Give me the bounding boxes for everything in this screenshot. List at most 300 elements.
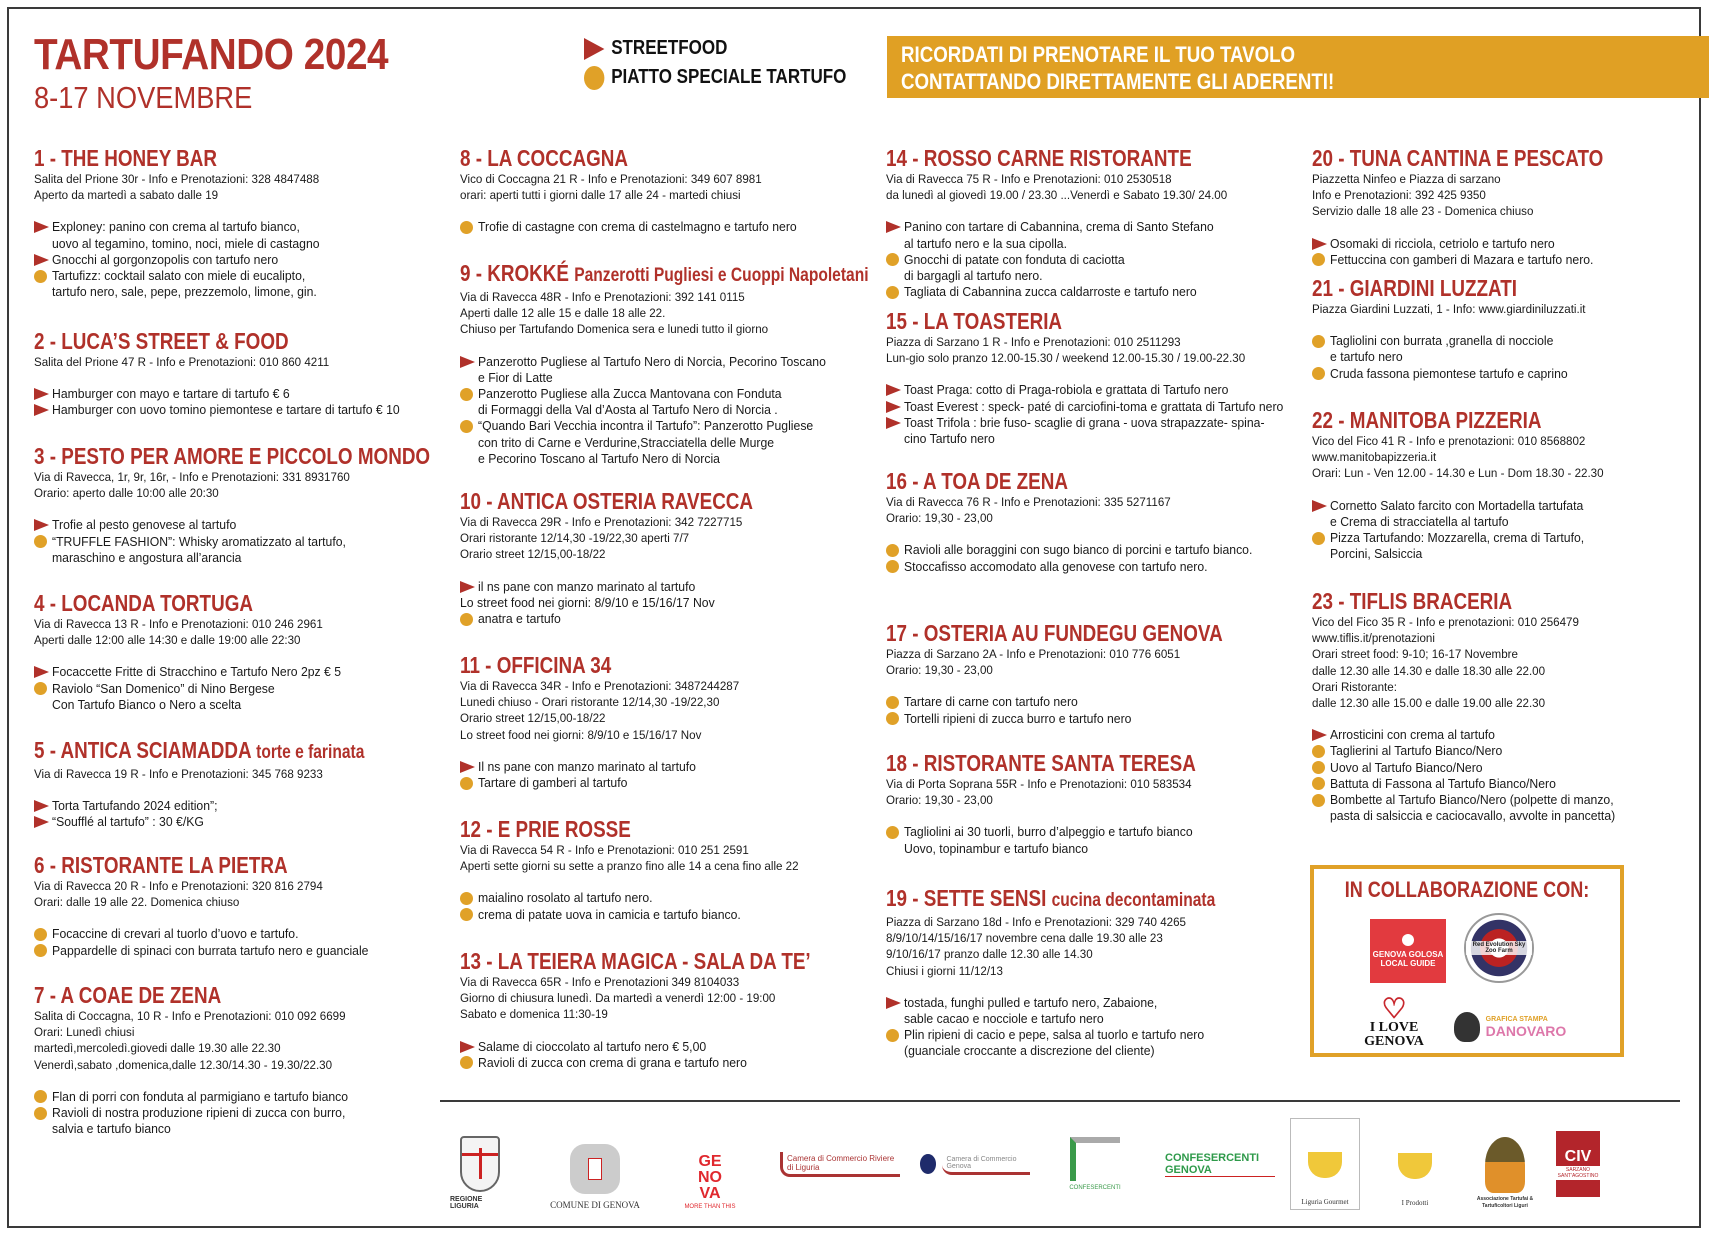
restaurant-name: 11 - OFFICINA 34 [460,652,612,678]
restaurant-info-line: Orario: 19,30 - 23,00 [886,663,993,678]
restaurant-info-line: Orari ristorante 12/14,30 -19/22,30 aperti 7/7 [460,531,690,546]
restaurant-entry [1312,407,1619,562]
dish-item [1312,776,1624,792]
camera-seal-icon [920,1154,936,1174]
restaurant-info-line: Orario street 12/15,00-18/22 [460,711,606,726]
dish-text: Torta Tartufando 2024 edition”; [52,799,218,814]
banner-line-1: RICORDATI DI PRENOTARE IL TUO TAVOLO [901,42,1296,67]
streetfood-triangle-icon [460,759,476,775]
dish-text: crema di patate uova in camicia e tartufo bianco. [478,907,741,922]
restaurant-info-line: da lunedì al giovedì 19.00 / 23.30 ...Venerdì e Sabato 19.30/ 24.00 [886,188,1228,203]
streetfood-triangle-icon [1312,498,1328,514]
restaurant-info-line: Orari: dalle 19 alle 22. Domenica chiuso [34,895,240,910]
restaurant-entry [886,308,1295,447]
restaurant-info-line: Via di Ravecca 19 R - Info e Prenotazioni: 345 768 9233 [34,767,323,781]
dish-text: Battuta di Fassona al Tartufo Bianco/Nero [1330,776,1556,791]
dish-item [886,995,1288,1027]
restaurant-name: 22 - MANITOBA PIZZERIA [1312,407,1542,433]
dish-item [1312,366,1600,382]
dish-item [34,814,437,830]
dish-item [34,252,334,268]
restaurant-title [1312,407,1564,433]
restaurant-info-line: Vico del Fico 35 R - Info e prenotazioni: 010 256479 [1312,615,1579,629]
confesercenti-genova-logo [1165,1118,1275,1210]
civ-sarzano-logo [1550,1118,1606,1210]
associazione-tartufai-logo [1465,1118,1545,1210]
dish-list [886,995,1288,1060]
special-dish-dot-icon [34,534,50,550]
sponsor-logos [450,1118,1690,1218]
dish-text: Cruda fassona piemontese tartufo e caprino [1330,366,1568,381]
restaurant-title [886,885,1215,914]
streetfood-triangle-icon [34,814,50,830]
restaurant-entry [886,468,1263,575]
dish-list [34,386,410,418]
restaurant-info-line: Info e Prenotazioni: 392 425 9350 [1312,188,1486,203]
danovaro-line2: DANOVARO [1485,1022,1567,1039]
collaboration-title: IN COLLABORAZIONE CON: [1344,877,1590,902]
restaurant-info-line: dalle 12.30 alle 15.00 e dalle 19.00 alle 22.30 [1312,696,1546,711]
dish-item [34,219,334,251]
tartufai-label: Associazione Tartufai & Tartuficoltori Liguri [1476,1196,1534,1209]
special-dish-dot-icon [886,1027,902,1043]
genova-more-than-this-logo [680,1118,740,1210]
special-dish-dot-icon [1312,792,1328,808]
banner-line-2: CONTATTANDO DIRETTAMENTE GLI ADERENTI! [901,69,1335,94]
dish-text: Gnocchi di patate con fonduta di caciotta di bargagli al tartufo nero. [904,252,1125,284]
restaurant-info-line: Orario: 19,30 - 23,00 [886,511,993,526]
restaurant-info-line: Piazza di Sarzano 2A - Info e Prenotazioni: 010 776 6051 [886,647,1181,661]
restaurant-entry [886,885,1288,1060]
liguria-gourmet-logo [1290,1118,1360,1210]
streetfood-triangle-icon [584,38,604,60]
skull-icon [1454,1012,1480,1042]
dish-text: Plin ripieni di cacio e pepe, salsa al tuorlo e tartufo nero (guanciale croccante a discrezione del cliente) [904,1028,1205,1059]
dish-item [34,402,410,418]
streetfood-triangle-icon [460,579,476,595]
dish-item [34,534,517,566]
streetfood-triangle-icon [1312,727,1328,743]
restaurant-info-line: Via di Ravecca 29R - Info e Prenotazioni: 342 7227715 [460,515,743,529]
streetfood-triangle-icon [886,219,902,235]
special-dish-dot-icon [460,219,476,235]
restaurant-title [34,852,316,878]
dish-item [460,759,754,775]
dish-list [460,219,807,235]
special-dish-dot-icon [1312,366,1328,382]
red-evolution-logo [1464,913,1534,983]
reservation-banner [887,36,1709,98]
genova-golosa-line2: LOCAL GUIDE [1380,959,1436,968]
dish-item [1312,727,1624,743]
legend [584,34,893,92]
restaurant-title [886,750,1196,776]
restaurant-info-line: Salita del Prione 47 R - Info e Prenotazioni: 010 860 4211 [34,355,330,369]
danovaro-text [1486,1016,1567,1039]
dish-item [34,1105,362,1137]
dish-text: Pizza Tartufando: Mozzarella, crema di Tartufo, Porcini, Salsiccia [1330,531,1585,562]
restaurant-info-line: 8/9/10/14/15/16/17 novembre cena dalle 19.30 alle 23 [886,931,1163,946]
restaurant-name: 15 - LA TOASTERIA [886,308,1063,334]
restaurant-entry [460,488,817,627]
special-dish-dot-icon [886,284,902,300]
restaurant-name: 4 - LOCANDA TORTUGA [34,590,253,616]
genova-label: GENOVA [1364,1034,1424,1049]
dish-text: Toast Trifola : brie fuso- scaglie di grana - uova strapazzate- spina- cino Tartufo nero [904,415,1265,447]
restaurant-info-line: Via di Ravecca 54 R - Info e Prenotazioni: 010 251 2591 [460,843,749,857]
special-dish-dot-icon [1312,530,1328,546]
special-dish-dot-icon [460,775,476,791]
dish-list [886,542,1263,574]
restaurant-info-line: Piazzetta Ninfeo e Piazza di sarzano [1312,172,1501,186]
restaurant-info-line: Salita del Prione 30r - Info e Prenotazioni: 328 4847488 [34,172,320,186]
restaurant-info-line: www.manitobapizzeria.it [1312,450,1437,465]
streetfood-triangle-icon [34,517,50,533]
restaurant-info-line: Orari street food: 9-10; 16-17 Novembre [1312,647,1518,662]
dish-item [34,943,378,959]
dish-text: Taglierini al Tartufo Bianco/Nero [1330,744,1503,759]
special-dish-dot-icon [34,1105,50,1121]
restaurant-name: 20 - TUNA CANTINA E PESCATO [1312,145,1604,171]
dish-item [886,399,1295,415]
genova-gourmet-prodotti-logo [1380,1118,1450,1210]
restaurant-info-line: Aperti sette giorni su sette a pranzo fino alle 14 a cena fino alle 22 [460,859,799,874]
dish-item [1312,498,1619,530]
restaurant-info-line: Orario: aperto dalle 10:00 alle 20:30 [34,486,219,501]
restaurant-title [460,260,869,289]
special-dish-dot-icon [886,824,902,840]
restaurant-info-line: Vico di Coccagna 21 R - Info e Prenotazioni: 349 607 8981 [460,172,762,186]
restaurant-entry [34,145,334,300]
restaurant-info-line: Orari Ristorante: [1312,679,1397,694]
legend-special-label: PIATTO SPECIALE TARTUFO [611,66,847,88]
dish-item [886,219,1259,251]
special-dish-dot-icon [460,386,476,402]
mortar-icon-2 [1398,1153,1432,1179]
restaurant-info-line: Via di Ravecca 65R - Info e Prenotazioni 349 8104033 [460,975,740,989]
dish-item [34,1089,362,1105]
dish-item [34,517,517,533]
dish-item [460,219,807,235]
dish-item [1312,252,1667,268]
danovaro-logo [1450,1007,1570,1047]
special-dish-dot-icon [886,711,902,727]
dish-list [886,824,1264,856]
restaurant-name: 23 - TIFLIS BRACERIA [1312,588,1513,614]
dish-text: “Quando Bari Vecchia incontra il Tartufo”: Panzerotto Pugliese con trito di Carne e Verdurine,Stracciatella delle Murge e Pecorino Toscano al Tartufo Nero di Norcia [478,419,814,466]
special-dish-dot-icon [34,926,50,942]
restaurant-entry [1312,275,1600,382]
restaurant-title [886,468,1195,494]
dish-item [460,907,816,923]
restaurant-info-line: Aperto da martedì a sabato dalle 19 [34,188,219,203]
special-dish-dot-icon [460,611,476,627]
special-dish-dot-icon [34,681,50,697]
special-dish-dot-icon [460,1055,476,1071]
dish-text: Uovo al Tartufo Bianco/Nero [1330,760,1483,775]
restaurant-name: 19 - SETTE SENSI [886,885,1047,911]
restaurant-info-line: Lo street food nei giorni: 8/9/10 e 15/16/17 Nov [460,727,702,742]
restaurant-info-line: Via di Ravecca 13 R - Info e Prenotazioni: 010 246 2961 [34,617,323,631]
dish-item [1312,530,1619,562]
restaurant-info-line: Salita di Coccagna, 10 R - Info e Prenotazioni: 010 092 6699 [34,1009,346,1023]
restaurant-title [886,308,1221,334]
dish-list [460,354,958,467]
streetfood-triangle-icon [34,402,50,418]
restaurant-entry [34,852,378,959]
dish-text: tostada, funghi pulled e tartufo nero, Zabaione, sable cacao e nocciole e tartufo nero [904,995,1158,1027]
dish-text: Tagliolini ai 30 tuorli, burro d’alpeggio e tartufo bianco Uovo, topinambur e tartufo bianco [904,825,1193,856]
dish-item [460,418,958,467]
restaurant-name: 10 - ANTICA OSTERIA RAVECCA [460,488,754,514]
restaurant-info-line: Servizio dalle 18 alle 23 - Domenica chiuso [1312,204,1534,219]
restaurant-entry [460,145,807,236]
camera-genova-label: Camera di Commercio Genova [942,1154,1030,1175]
dish-text: Raviolo “San Domenico” di Nino Bergese Con Tartufo Bianco o Nero a scelta [52,681,275,712]
dish-list [1312,236,1667,268]
restaurant-title [34,328,343,354]
event-dates: 8-17 NOVEMBRE [34,80,253,115]
streetfood-triangle-icon [34,664,50,680]
dish-text: Trofie al pesto genovese al tartufo [52,518,237,533]
restaurant-info-line: Orari: Lun - Ven 12.00 - 14.30 e Lun - Dom 18.30 - 22.30 [1312,466,1604,481]
dish-item [34,386,410,402]
dish-list [886,694,1297,726]
streetfood-triangle-icon [886,399,902,415]
dish-item [34,926,378,942]
dish-text: Toast Praga: cotto di Praga-robiola e grattata di Tartufo nero [904,383,1229,398]
dish-item [886,382,1295,398]
civ-box [1556,1131,1600,1197]
restaurant-title [1312,275,1548,301]
restaurant-title [34,443,430,469]
special-dish-dot-icon [1312,252,1328,268]
genova-golosa-icon [1402,934,1414,946]
restaurant-name: 3 - PESTO PER AMORE E PICCOLO MONDO [34,443,431,469]
restaurant-entry [1312,588,1624,824]
special-dish-dot-icon [1312,333,1328,349]
special-dish-dot-icon [1312,776,1328,792]
dish-text: Ravioli di nostra produzione ripieni di zucca con burro, salvia e tartufo bianco [52,1106,346,1137]
restaurant-info-line: Via di Ravecca 75 R - Info e Prenotazioni: 010 2530518 [886,172,1172,186]
streetfood-triangle-icon [460,1039,476,1055]
special-dish-dot-icon [886,559,902,575]
dish-list [34,664,350,713]
restaurant-title [886,145,1192,171]
restaurant-info-line: Piazza Giardini Luzzati, 1 - Info: www.giardiniluzzati.it [1312,302,1586,316]
restaurant-name: 7 - A COAE DE ZENA [34,982,222,1008]
restaurant-entry [886,750,1264,857]
collaboration-box [1310,865,1624,1057]
special-dish-dot-icon [34,1089,50,1105]
special-dish-dot-icon [460,907,476,923]
restaurant-info-line: www.tiflis.it/prenotazioni [1312,631,1435,646]
dish-list [1312,498,1619,563]
restaurant-title [1312,145,1603,171]
dish-text: Tartare di gamberi al tartufo [478,776,628,791]
restaurant-info-line: Lun-gio solo pranzo 12.00-15.30 / weekend 12.00-15.30 / 19.00-22.30 [886,351,1246,366]
special-dish-dot-icon [34,268,50,284]
genova-golosa-logo [1370,919,1446,983]
restaurant-name: 5 - ANTICA SCIAMADDA [34,737,251,763]
restaurant-title [460,652,701,678]
restaurant-info-line: Orari: Lunedì chiusi [34,1025,135,1040]
dish-list [1312,333,1600,382]
dish-item [34,664,350,680]
restaurant-name: 6 - RISTORANTE LA PIETRA [34,852,288,878]
dish-list [886,219,1259,300]
fiepet-label: CONFESERCENTI [1069,1185,1121,1191]
restaurant-info-line: orari: aperti tutti i giorni dalle 17 alle 24 - martedi chiusi [460,188,741,203]
restaurant-info-line: Chiuso per Tartufando Domenica sera e lunedi tutto il giorno [460,322,769,337]
restaurant-info-line: Vico del Fico 41 R - Info e prenotazioni: 010 8568802 [1312,434,1586,448]
dish-item [886,1027,1288,1059]
restaurant-info-line: Via di Ravecca 34R - Info e Prenotazioni: 3487244287 [460,679,740,693]
dish-item [886,694,1297,710]
dish-text: Arrosticini con crema al tartufo [1330,728,1495,743]
dish-text: Focaccette Fritte di Stracchino e Tartufo Nero 2pz € 5 [52,665,342,680]
dish-text: Pappardelle di spinaci con burrata tartufo nero e guanciale [52,943,369,958]
regione-liguria-shield-icon [460,1136,500,1192]
dish-item [34,798,437,814]
dish-text: Bombette al Tartufo Bianco/Nero (polpette di manzo, pasta di salsiccia e caciocavallo, avvolte in pancetta) [1330,793,1616,824]
dish-item [460,354,958,386]
streetfood-triangle-icon [34,386,50,402]
dish-item [886,415,1295,447]
restaurant-title [886,620,1223,646]
mortar-icon [1308,1152,1342,1178]
restaurant-info-line: Piazza di Sarzano 18d - Info e Prenotazioni: 329 740 4265 [886,915,1186,929]
dish-text: Il ns pane con manzo marinato al tartufo [478,759,696,774]
dish-item [886,711,1297,727]
dish-list [460,1039,888,1071]
tree-icon [1485,1137,1525,1193]
dish-text: Fettuccina con gamberi di Mazara e tartufo nero. [1330,252,1594,267]
dish-item [1312,792,1624,824]
dish-text: Panzerotto Pugliese al Tartufo Nero di Norcia, Pecorino Toscano e Fior di Latte [478,354,826,385]
red-evolution-label: Red Evolution Sky Zoo Farm [1466,941,1532,955]
restaurant-name: 18 - RISTORANTE SANTA TERESA [886,750,1196,776]
restaurant-title [460,816,752,842]
dish-item [886,284,1259,300]
dish-item [886,559,1263,575]
dish-item [1312,760,1624,776]
special-dish-dot-icon [886,542,902,558]
dish-item [1312,333,1600,365]
restaurant-info-line: Piazza di Sarzano 1 R - Info e Prenotazioni: 010 2511293 [886,335,1181,349]
dish-text: Tartufizz: cocktail salato con miele di eucalipto, tartufo nero, sale, pepe, prezzemolo, limone, gin. [52,269,317,300]
restaurant-title [34,145,280,171]
restaurant-entry [886,145,1259,300]
legend-special [584,63,846,92]
dish-item [460,579,817,595]
civ-text: CIV [1564,1148,1592,1165]
restaurant-name: 12 - E PRIE ROSSE [460,816,631,842]
sponsor-divider [440,1100,1680,1102]
special-dish-dot-icon [34,943,50,959]
restaurant-title [1312,588,1568,614]
dish-text: Ravioli alle boraggini con sugo bianco di porcini e tartufo bianco. [904,543,1253,558]
camera-riviere-label: Camera di Commercio Riviere di Liguria [780,1152,900,1177]
restaurant-info-line: Aperti dalle 12 alle 15 e dalle 18 alle 22. [460,306,666,321]
restaurant-entry [34,443,517,566]
dish-text: “Soufflé al tartufo” : 30 €/KG [52,815,204,830]
restaurant-subtitle: Panzerotti Pugliesi e Cuoppi Napoletani [574,265,869,286]
dish-text: anatra e tartufo [478,612,561,627]
fiepet-confesercenti-logo [1050,1118,1140,1210]
restaurant-info-line: dalle 12.30 alle 14.30 e dalle 18.30 alle 22.00 [1312,663,1546,678]
more-than-this-label: MORE THAN THIS [684,1204,736,1210]
dish-item [460,595,817,611]
restaurant-entry [460,260,958,467]
special-dish-dot-icon [1312,760,1328,776]
streetfood-triangle-icon [34,798,50,814]
dish-list [34,798,437,830]
dish-item [460,1039,888,1055]
restaurant-info-line: Via di Ravecca 48R - Info e Prenotazioni: 392 141 0115 [460,290,745,304]
regione-liguria-label: REGIONE LIGURIA [450,1196,483,1210]
restaurant-name: 9 - KROKKÉ [460,260,569,286]
streetfood-triangle-icon [886,995,902,1011]
dish-text: Focaccine di crevari al tuorlo d’uovo e tartufo. [52,927,299,942]
restaurant-entry [460,948,888,1071]
regione-liguria-logo [450,1118,510,1210]
dish-item [1312,236,1667,252]
i-love-genova-logo [1354,994,1434,1051]
restaurant-title [34,737,364,766]
legend-streetfood-label: STREETFOOD [611,37,728,59]
dish-list [34,926,378,958]
restaurant-info-line: Orario street 12/15,00-18/22 [460,547,606,562]
dish-item [886,542,1263,558]
dish-item [886,824,1264,856]
dish-item [886,252,1259,284]
dish-text: Stoccafisso accomodato alla genovese con tartufo nero. [904,559,1208,574]
dish-item [460,890,816,906]
genova-golosa-line1: GENOVA GOLOSA [1372,950,1444,959]
restaurant-info-line: Via di Ravecca 20 R - Info e Prenotazioni: 320 816 2794 [34,879,323,893]
special-dish-dot-icon [1312,743,1328,759]
fiepet-icon [1070,1137,1120,1181]
comune-label: COMUNE DI GENOVA [550,1200,640,1210]
dish-text: il ns pane con manzo marinato al tartufo [478,579,696,594]
comune-crest-icon [570,1144,620,1194]
dish-list [460,890,816,922]
dish-text: Tortelli ripieni di zucca burro e tartufo nero [904,711,1132,726]
dish-text: Tagliolini con burrata ,granella di nocciole e tartufo nero [1330,334,1554,365]
restaurant-subtitle: torte e farinata [256,742,365,763]
comune-di-genova-logo [540,1118,650,1210]
dish-list [34,1089,362,1138]
dish-text: Tagliata di Cabannina zucca caldarroste e tartufo nero [904,285,1197,300]
dish-text: Hamburger con uovo tomino piemontese e tartare di tartufo € 10 [52,403,400,418]
restaurant-info-line: Orario: 19,30 - 23,00 [886,793,993,808]
dish-text: Lo street food nei giorni: 8/9/10 e 15/16/17 Nov [460,595,715,610]
dish-text: Salame di cioccolato al tartufo nero € 5,00 [478,1039,707,1054]
restaurant-name: 17 - OSTERIA AU FUNDEGU GENOVA [886,620,1223,646]
dish-item [460,386,958,418]
dish-item [34,681,350,713]
restaurant-subtitle: cucina decontaminata [1051,890,1216,911]
restaurant-info-line: Aperti dalle 12:00 alle 14:30 e dalle 19:00 alle 22:30 [34,633,301,648]
restaurant-entry [34,328,410,419]
dish-text: Gnocchi al gorgonzopolis con tartufo nero [52,252,279,267]
restaurant-entry [1312,145,1667,268]
restaurant-info-line: Giorno di chiusura lunedì. Da martedì a venerdì 12:00 - 19:00 [460,991,776,1006]
dish-text: maialino rosolato al tartufo nero. [478,891,653,906]
restaurant-info-line: Via di Porta Soprana 55R - Info e Prenotazioni: 010 583534 [886,777,1192,791]
dish-item [34,268,334,300]
